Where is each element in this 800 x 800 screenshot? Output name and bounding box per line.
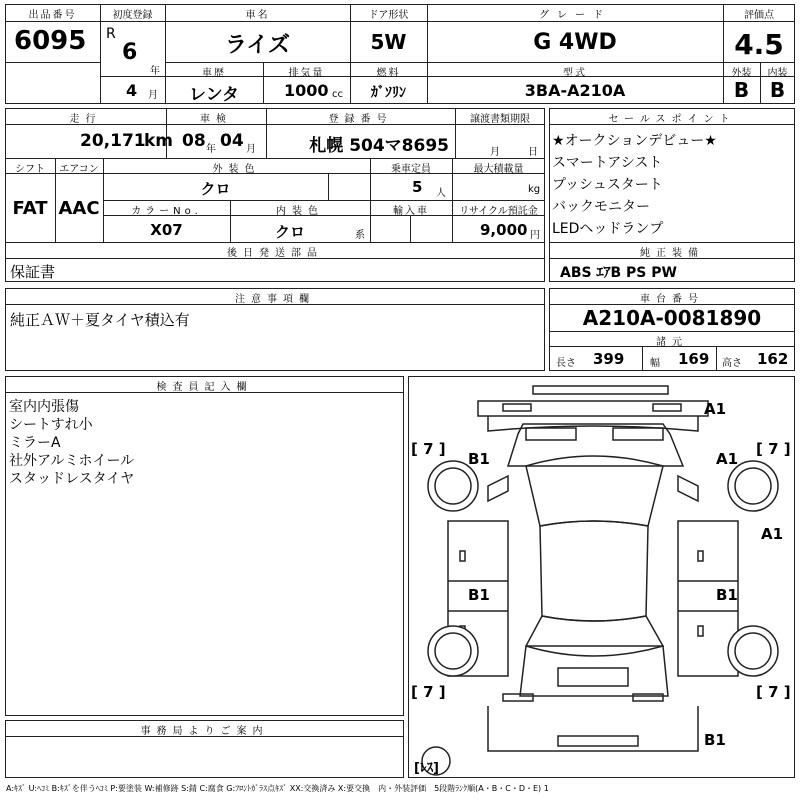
inspection-month-unit: 月	[246, 144, 256, 155]
mark-left-front: B1	[468, 450, 490, 468]
genuine-equipment-label: 純正装備	[640, 248, 704, 259]
score-value: 4.5	[734, 28, 784, 61]
ext-color-value: クロ	[200, 180, 231, 198]
later-parts-value: 保証書	[10, 263, 56, 281]
history-value: レンタ	[189, 85, 239, 105]
mileage-unit: km	[144, 131, 174, 151]
notes-value: 純正ＡＷ＋夏タイヤ積込有	[10, 311, 190, 329]
interior-grade: B	[769, 78, 786, 102]
office-label: 事務局よりご案内	[140, 726, 269, 737]
car-name-label: 車名	[245, 10, 270, 21]
spare-mark: [ﾚｽ]	[414, 761, 439, 776]
plate-label: 登録番号	[328, 114, 393, 125]
color-no-value: X07	[150, 221, 183, 239]
mark-right-rear-door: B1	[716, 586, 738, 604]
inspector-line-1: 室内内張傷	[9, 399, 79, 415]
max-load-unit: kg	[528, 184, 541, 195]
ac-value: AAC	[58, 198, 100, 219]
legend-footer: A:ｷｽﾞ U:ﾍｺﾐ B:ｷｽﾞを伴うﾍｺﾐ P:要塗装 W:補修跡 S:錆 C:腐食 G:ﾌﾛﾝﾄｶﾞﾗｽ点ｷｽﾞ XX:交換済み X:要交換 内・外装評価 5段階ﾗﾝｸ順(A・B・C・D・E) 1	[6, 784, 549, 793]
width-value: 169	[678, 350, 710, 368]
rear-bumper	[488, 706, 698, 751]
model-value: 3BA-A210A	[524, 81, 626, 100]
rear-window	[526, 616, 663, 656]
grade-label: グレード	[539, 10, 611, 21]
color-no-label: カラーNo.	[131, 206, 202, 217]
inspection-label: 車検	[200, 114, 232, 125]
reg-month: 4	[126, 81, 138, 100]
era-letter: R	[106, 26, 116, 42]
length-value: 399	[593, 350, 625, 368]
capacity-label: 乗車定員	[391, 164, 431, 175]
interior-label: 内装	[767, 68, 788, 79]
length-label: 長さ	[556, 358, 576, 369]
sales-point-4: バックモニター	[552, 199, 650, 215]
mark-right-front-door: A1	[761, 525, 784, 543]
later-parts-label: 後日発送部品	[227, 248, 323, 259]
tire-depth-fr: [ 7 ]	[756, 440, 791, 458]
model-label: 型式	[563, 68, 587, 79]
car-diagram	[408, 376, 795, 778]
tire-depth-rl: [ 7 ]	[411, 683, 446, 701]
ext-color-label: 外装色	[212, 164, 261, 175]
transfer-month-unit: 月	[490, 147, 500, 158]
inspector-line-2: シートすれ小	[9, 417, 93, 433]
recycle-unit: 円	[530, 230, 540, 241]
dims-label: 諸元	[656, 337, 688, 348]
displacement-label: 排気量	[288, 68, 325, 79]
displacement-value: 1000	[284, 81, 329, 100]
mark-front-bumper: A1	[704, 400, 727, 418]
mark-right-front: A1	[716, 450, 739, 468]
inspector-line-5: スタッドレスタイヤ	[9, 471, 135, 487]
int-color-label: 内装色	[276, 206, 324, 217]
lot-label: 出品番号	[28, 10, 77, 21]
capacity-value: 5	[412, 178, 423, 196]
tailgate	[520, 646, 668, 696]
doors-label: ドア形状	[368, 10, 409, 21]
recycle-label: リサイクル預託金	[459, 206, 538, 217]
max-load-label: 最大積載量	[473, 164, 524, 175]
score-label: 評価点	[744, 10, 774, 21]
int-color-unit: 系	[355, 230, 365, 241]
inspector-line-4: 社外アルミホイール	[9, 453, 135, 469]
mileage-label: 走行	[69, 114, 102, 125]
lot-number: 6095	[14, 26, 87, 56]
hood	[508, 424, 683, 466]
car-name: ライズ	[224, 33, 291, 58]
sales-points-label: セールスポイント	[608, 114, 736, 125]
displacement-unit: cc	[332, 89, 343, 100]
first-reg-label: 初度登録	[112, 10, 153, 21]
inspector-label: 検査員記入欄	[156, 382, 253, 393]
ac-label: エアコン	[59, 164, 99, 175]
shift-value: FAT	[12, 198, 48, 219]
sales-point-5: LEDヘッドランプ	[552, 221, 664, 237]
history-label: 車歴	[202, 68, 226, 79]
sales-point-1: ★オークションデビュー★	[552, 133, 717, 149]
height-value: 162	[757, 350, 789, 368]
reg-year-unit: 年	[150, 66, 160, 77]
plate-value: 札幌 504マ8695	[309, 136, 449, 156]
mark-left-rear-door: B1	[468, 586, 490, 604]
width-label: 幅	[650, 358, 660, 369]
mileage-value: 20,171	[80, 131, 146, 151]
capacity-unit: 人	[436, 188, 446, 199]
chassis-number: A210A-0081890	[582, 306, 762, 330]
genuine-equipment-value: ABS ｴｱB PS PW	[560, 265, 677, 281]
roof	[540, 521, 648, 621]
sales-point-2: スマートアシスト	[552, 155, 663, 171]
grade-value: G 4WD	[533, 30, 617, 55]
reg-year: 6	[122, 40, 138, 65]
doors-value: 5W	[370, 30, 407, 54]
inspection-year: 08	[182, 131, 206, 151]
fuel-value: ｶﾞｿﾘﾝ	[371, 85, 406, 101]
int-color-value: クロ	[274, 223, 305, 241]
transfer-day-unit: 日	[528, 147, 538, 158]
tire-depth-rr: [ 7 ]	[756, 683, 791, 701]
exterior-label: 外装	[731, 68, 752, 79]
import-label: 輸入車	[393, 206, 429, 217]
inspection-month: 04	[220, 131, 244, 151]
exterior-grade: B	[733, 78, 750, 102]
notes-label: 注意事項欄	[235, 294, 315, 305]
chassis-label: 車台番号	[640, 294, 704, 305]
fuel-label: 燃料	[376, 68, 401, 79]
transfer-label: 譲渡書類期限	[470, 114, 530, 125]
shift-label: シフト	[15, 164, 45, 175]
recycle-value: 9,000	[480, 221, 528, 239]
height-label: 高さ	[722, 358, 742, 369]
inspector-line-3: ミラーA	[9, 435, 61, 451]
inspection-year-unit: 年	[206, 144, 216, 155]
sales-point-3: プッシュスタート	[552, 177, 663, 193]
reg-month-unit: 月	[148, 90, 158, 101]
mark-rear-bumper: B1	[704, 731, 726, 749]
tire-depth-fl: [ 7 ]	[411, 440, 446, 458]
